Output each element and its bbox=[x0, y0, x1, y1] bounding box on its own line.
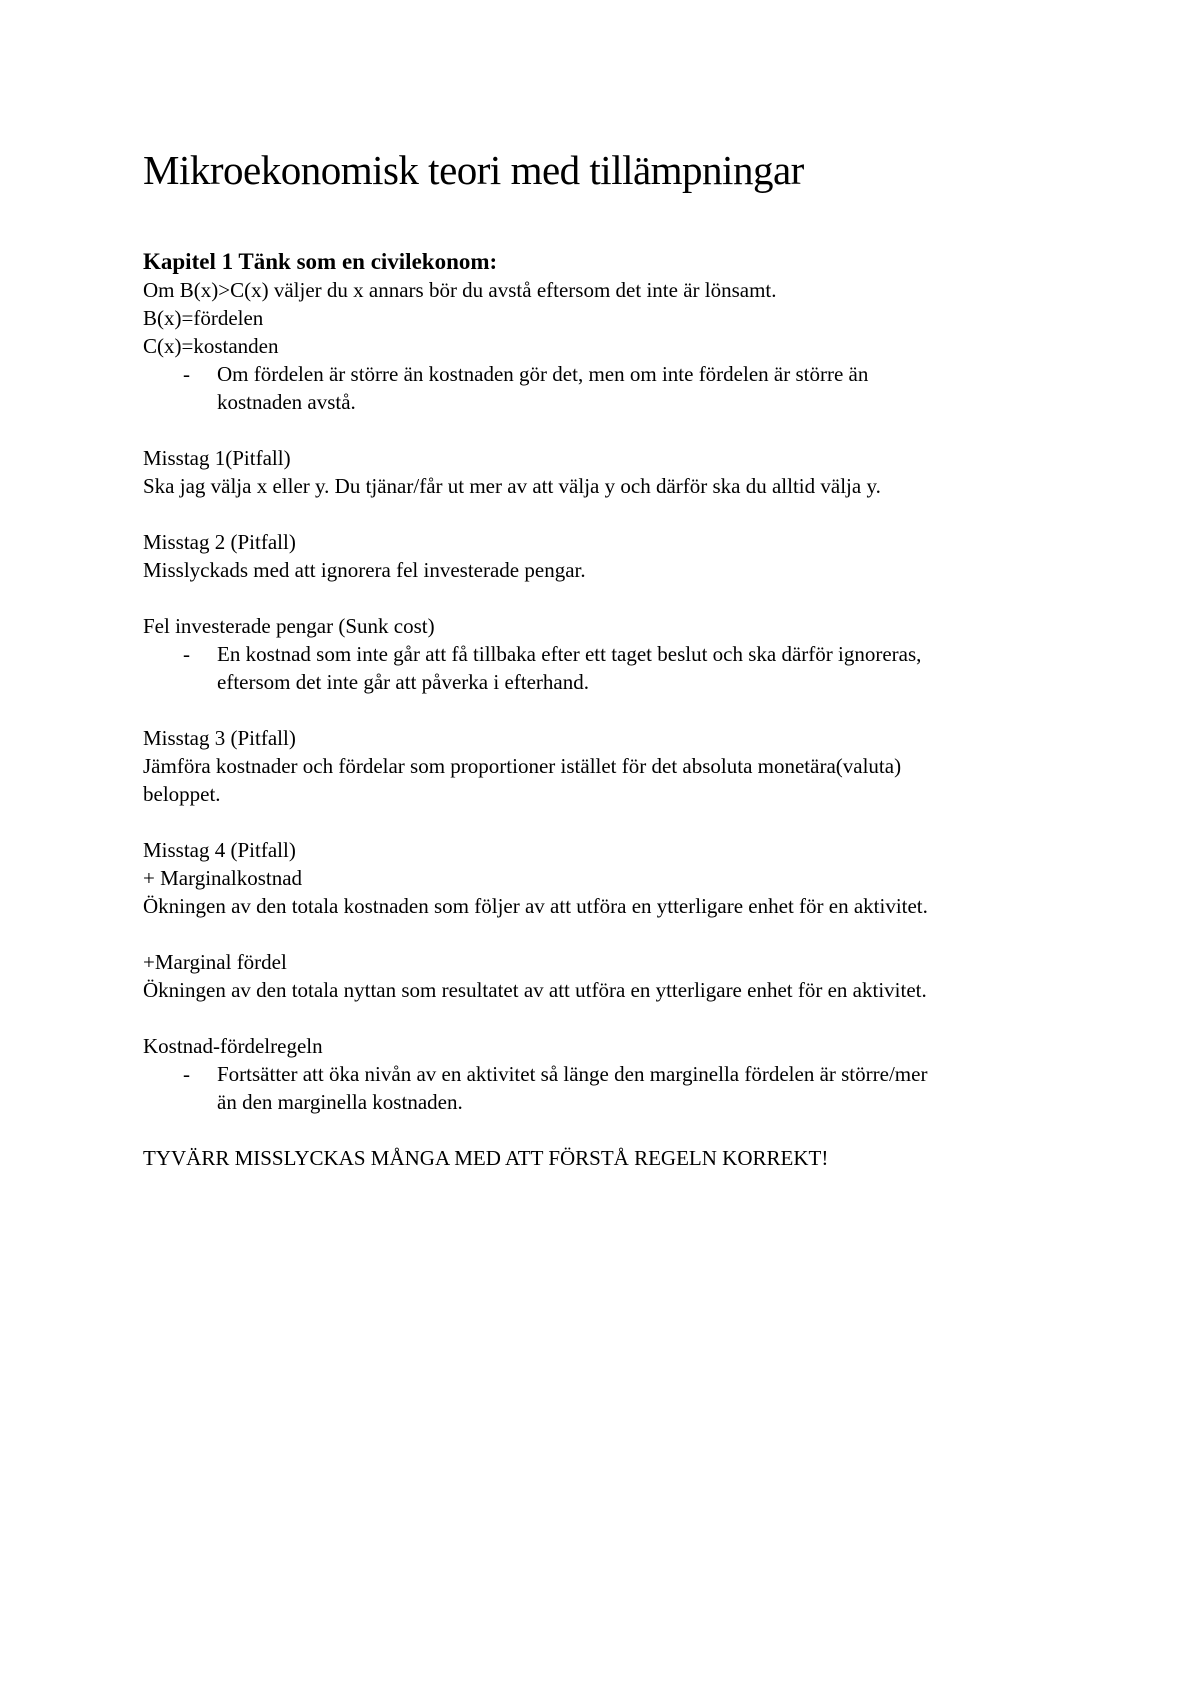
misstag1-text: Ska jag välja x eller y. Du tjänar/får ut mer av att välja y och därför ska du alltid välja y. bbox=[143, 474, 881, 498]
bullet-text-line: än den marginella kostnaden. bbox=[217, 1090, 463, 1114]
closing-statement: TYVÄRR MISSLYCKAS MÅNGA MED ATT FÖRSTÅ REGELN KORREKT! bbox=[143, 1146, 829, 1170]
paragraph-gap bbox=[143, 584, 1103, 612]
misstag3-heading: Misstag 3 (Pitfall) bbox=[143, 726, 296, 750]
bullet-dash: - bbox=[183, 642, 190, 666]
paragraph-gap bbox=[143, 1004, 1103, 1032]
rule-heading: Kostnad-fördelregeln bbox=[143, 1034, 323, 1058]
document-page bbox=[143, 142, 1103, 1172]
bullet-text-line: Om fördelen är större än kostnaden gör det, men om inte fördelen är större än bbox=[217, 362, 869, 386]
paragraph-gap bbox=[143, 696, 1103, 724]
sunk-cost-bullet bbox=[143, 640, 1103, 696]
marginal-cost-heading: + Marginalkostnad bbox=[143, 866, 303, 890]
document-title: Mikroekonomisk teori med tillämpningar bbox=[143, 147, 804, 193]
misstag2-heading: Misstag 2 (Pitfall) bbox=[143, 530, 296, 554]
misstag3-text-line: Jämföra kostnader och fördelar som proportioner istället för det absoluta monetära(valuta) bbox=[143, 754, 902, 778]
cost-definition: C(x)=kostanden bbox=[143, 334, 279, 358]
paragraph-gap bbox=[143, 1116, 1103, 1144]
misstag3-text-line: beloppet. bbox=[143, 782, 221, 806]
sunk-cost-heading: Fel investerade pengar (Sunk cost) bbox=[143, 614, 435, 638]
bullet-text-line: eftersom det inte går att påverka i efterhand. bbox=[217, 670, 589, 694]
rule-bullet bbox=[143, 1060, 1103, 1116]
marginal-benefit-heading: +Marginal fördel bbox=[143, 950, 287, 974]
misstag2-text: Misslyckads med att ignorera fel investerade pengar. bbox=[143, 558, 586, 582]
marginal-cost-text: Ökningen av den totala kostnaden som följer av att utföra en ytterligare enhet för en aktivitet. bbox=[143, 894, 928, 918]
benefit-definition: B(x)=fördelen bbox=[143, 306, 264, 330]
marginal-benefit-text: Ökningen av den totala nyttan som resultatet av att utföra en ytterligare enhet för en aktivitet. bbox=[143, 978, 927, 1002]
misstag1-heading: Misstag 1(Pitfall) bbox=[143, 446, 291, 470]
intro-line: Om B(x)>C(x) väljer du x annars bör du avstå eftersom det inte är lönsamt. bbox=[143, 278, 777, 302]
paragraph-gap bbox=[143, 500, 1103, 528]
bullet-dash: - bbox=[183, 362, 190, 386]
chapter-heading: Kapitel 1 Tänk som en civilekonom: bbox=[143, 249, 498, 274]
intro-bullet bbox=[143, 360, 1103, 416]
paragraph-gap bbox=[143, 416, 1103, 444]
bullet-text-line: kostnaden avstå. bbox=[217, 390, 356, 414]
bullet-text-line: Fortsätter att öka nivån av en aktivitet så länge den marginella fördelen är större/mer bbox=[217, 1062, 928, 1086]
paragraph-gap bbox=[143, 808, 1103, 836]
bullet-text-line: En kostnad som inte går att få tillbaka efter ett taget beslut och ska därför ignoreras, bbox=[217, 642, 922, 666]
paragraph-gap bbox=[143, 920, 1103, 948]
bullet-dash: - bbox=[183, 1062, 190, 1086]
misstag4-heading: Misstag 4 (Pitfall) bbox=[143, 838, 296, 862]
